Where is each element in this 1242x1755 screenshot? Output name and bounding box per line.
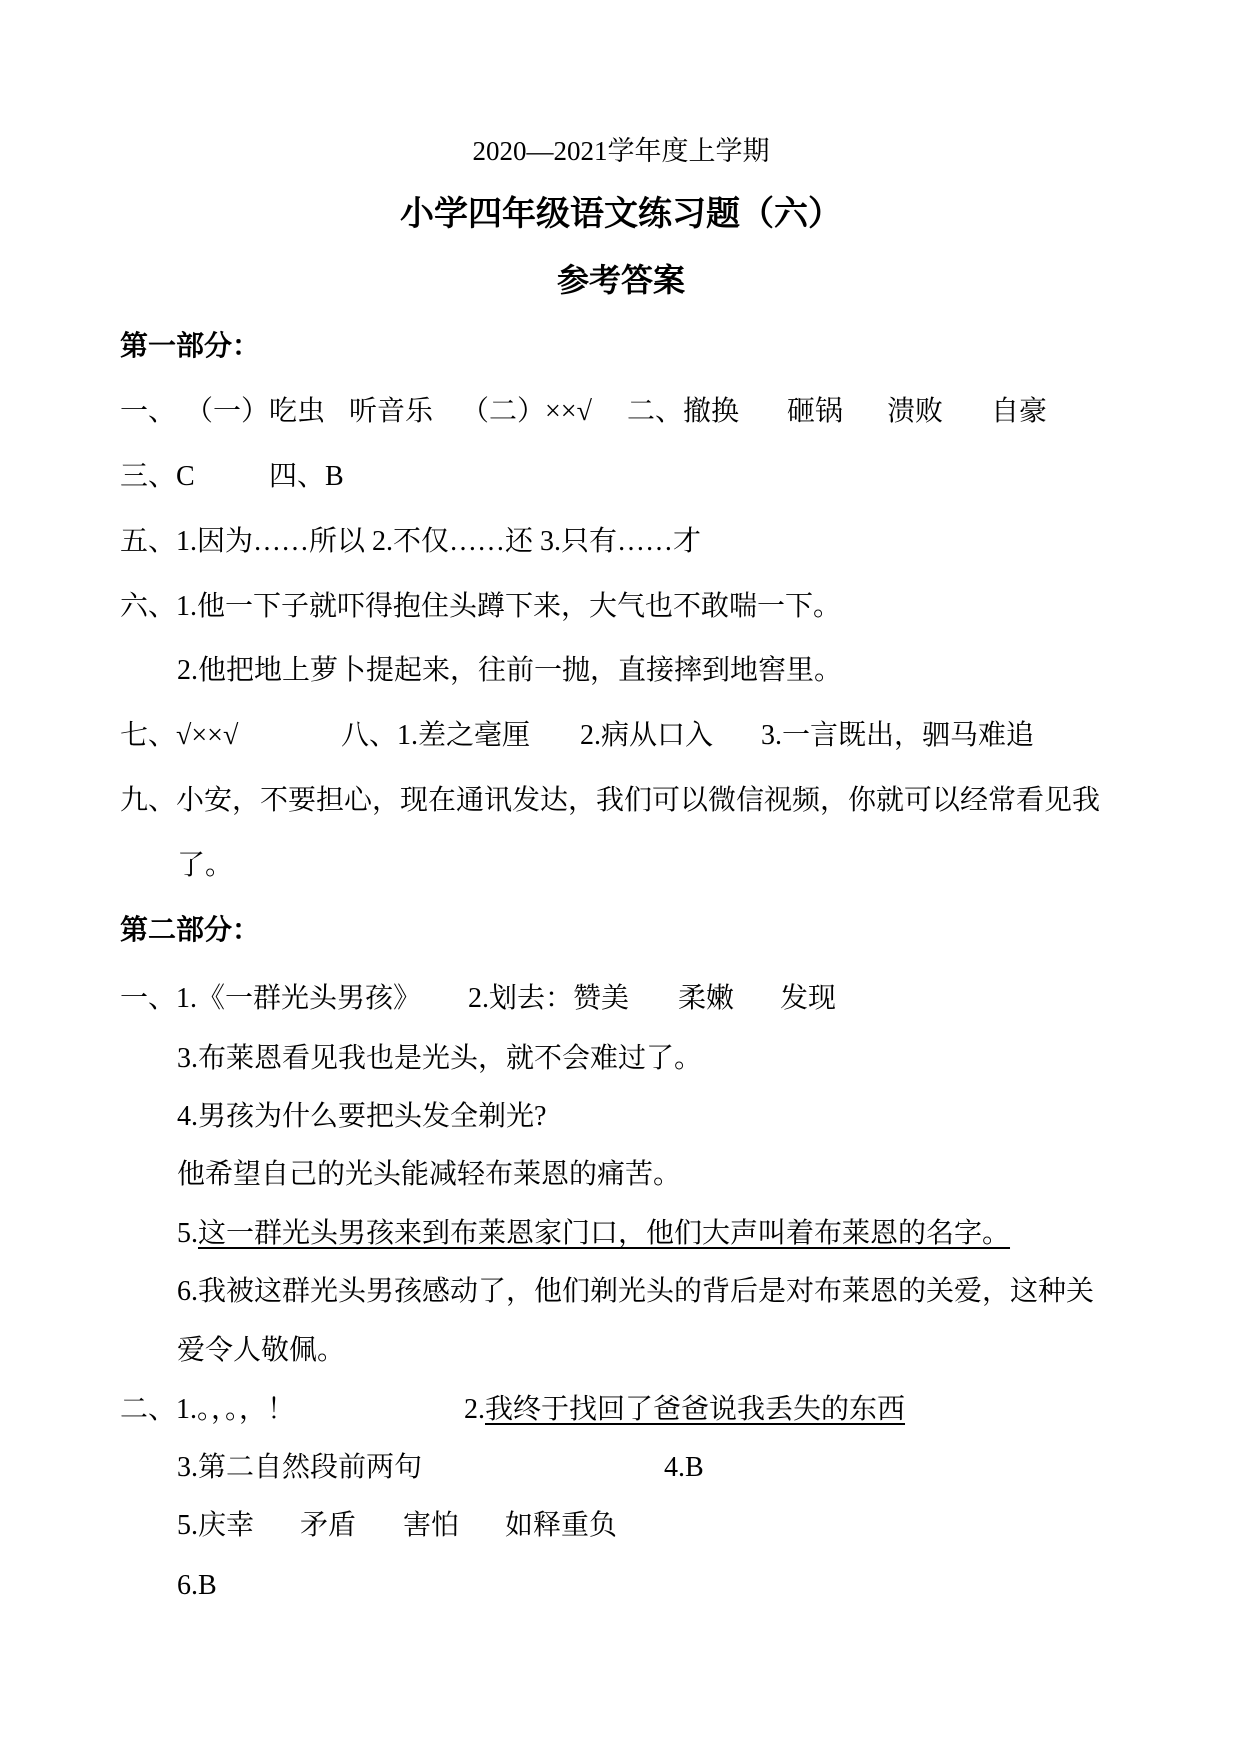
s1-a2-word: 柔嫩: [678, 983, 735, 1014]
s1-a2: [468, 981, 629, 1017]
part1-heading: 第一部分：: [120, 331, 261, 362]
q1-answer-b: （二）××√: [461, 396, 592, 427]
q2-label: 二、: [627, 396, 684, 427]
q2-word: 撤换: [683, 396, 740, 427]
s2-a2-num: 2.: [464, 1394, 485, 1425]
q3: [120, 459, 195, 495]
s1-a2-word: 赞美: [573, 983, 630, 1014]
q1-answer-a: （一）吃虫: [185, 396, 326, 427]
s1-a5-underlined-text: 这一群光头男孩来到布莱恩家门口，他们大声叫着布莱恩的名字。: [198, 1218, 1011, 1249]
s2-a1-text: 1.。，。，！: [176, 1394, 296, 1425]
s1-a1-text: 1.《一群光头男孩》: [176, 983, 422, 1014]
q4-label: 四、: [269, 461, 326, 492]
s2-a5-num: 5.: [177, 1510, 198, 1541]
s1-a5: [177, 1216, 1010, 1252]
s2-a5-word: 如释重负: [505, 1510, 618, 1541]
part2-heading: 第二部分：: [120, 915, 261, 946]
q2-word: 砸锅: [787, 396, 844, 427]
page-title: 小学四年级语文练习题（六）: [400, 196, 842, 233]
s1-a2-label: 2.划去：: [468, 983, 574, 1014]
s1-a5-num: 5.: [177, 1218, 198, 1249]
q8-answer: 1.差之毫厘: [397, 720, 531, 751]
q8-first: [341, 718, 530, 754]
s1-a4-question: 4.男孩为什么要把头发全剃光?: [177, 1101, 547, 1132]
q8-label: 八、: [341, 720, 398, 751]
s2-a5-word: 矛盾: [300, 1510, 357, 1541]
q3-label: 三、: [120, 461, 177, 492]
q5-label: 五、: [120, 526, 177, 557]
q9-answer-2: 了。: [177, 850, 234, 881]
q3-answer: C: [176, 461, 195, 492]
s2-a2-underlined-text: 我终于找回了爸爸说我丢失的东西: [485, 1394, 906, 1425]
q4: [269, 459, 344, 495]
page-subtitle: 参考答案: [556, 262, 685, 298]
s1-label: 一、: [120, 983, 177, 1014]
s2-a5-word: 庆幸: [198, 1510, 255, 1541]
s2-a4: 4.B: [664, 1452, 704, 1483]
s1-a4-answer: 他希望自己的光头能减轻布莱恩的痛苦。: [177, 1159, 682, 1190]
s2-a6: 6.B: [177, 1570, 217, 1601]
q5-answer: 1.因为……所以 2.不仅……还 3.只有……才: [176, 526, 702, 557]
s2-a3: 3.第二自然段前两句: [177, 1452, 423, 1483]
q1-label: 一、: [120, 396, 177, 427]
q1-answer-a2: 听音乐: [349, 396, 434, 427]
s2-a1: [120, 1392, 295, 1428]
s2-a5-word: 害怕: [403, 1510, 460, 1541]
q2-word: 溃败: [887, 396, 944, 427]
s1-a6-line2: 爱令人敬佩。: [177, 1335, 346, 1366]
q9-line1: [120, 783, 1100, 819]
s2-label: 二、: [120, 1394, 177, 1425]
s2-a5-first: [177, 1508, 254, 1544]
q6-answer-1: 1.他一下子就吓得抱住头蹲下来，大气也不敢喘一下。: [176, 591, 842, 622]
q5: [120, 524, 701, 560]
s1-a2-word: 发现: [780, 983, 837, 1014]
q2-word: 自豪: [991, 396, 1048, 427]
q9-answer-1: 小安，不要担心，现在通讯发达，我们可以微信视频，你就可以经常看见我: [176, 785, 1101, 816]
s1-a1: [120, 981, 421, 1017]
q4-answer: B: [325, 461, 344, 492]
s1-a6-line1: 6.我被这群光头男孩感动了，他们剃光头的背后是对布莱恩的关爱，这种关: [177, 1276, 1095, 1307]
q7: [120, 718, 238, 754]
q9-label: 九、: [120, 785, 177, 816]
term-line: 2020—2021学年度上学期: [472, 136, 770, 166]
q6-answer-2: 2.他把地上萝卜提起来，往前一抛，直接摔到地窖里。: [177, 655, 843, 686]
q7-label: 七、: [120, 720, 177, 751]
q8-answer: 3.一言既出，驷马难追: [761, 720, 1035, 751]
s2-a2: [464, 1392, 905, 1428]
q8-answer: 2.病从口入: [580, 720, 714, 751]
q6-label: 六、: [120, 591, 177, 622]
q2-first: [627, 394, 739, 430]
s1-a3: 3.布莱恩看见我也是光头，就不会难过了。: [177, 1043, 703, 1074]
q6-line1: [120, 589, 841, 625]
q7-answer: √××√: [176, 720, 239, 751]
